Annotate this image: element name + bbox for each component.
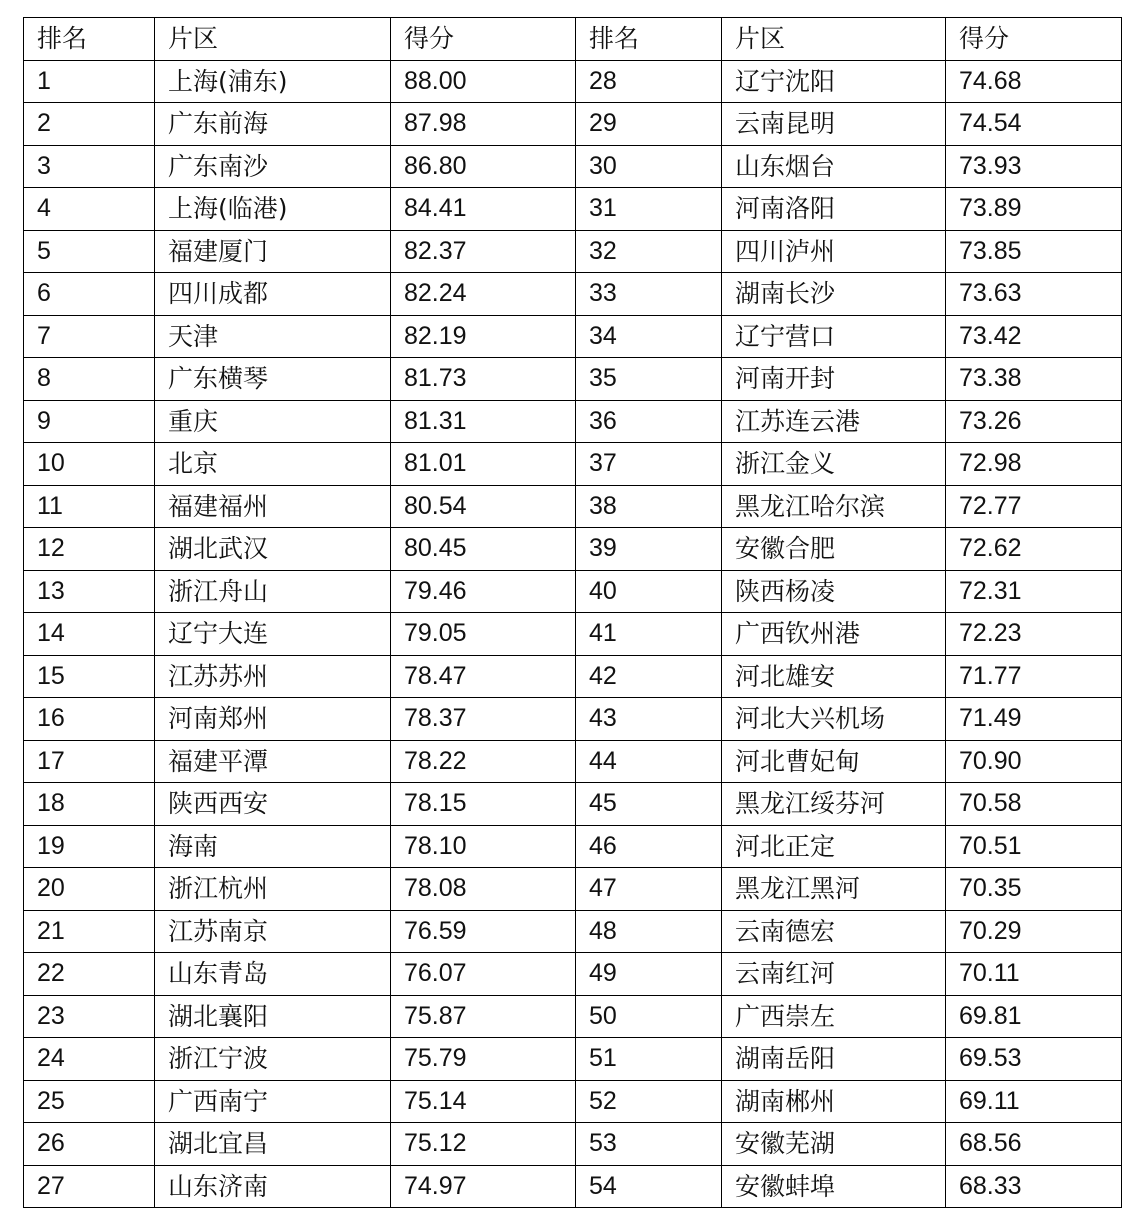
region-cell: 湖南郴州 (722, 1080, 946, 1123)
table-row (24, 273, 1122, 316)
table-row (24, 1080, 1122, 1123)
table-row (24, 783, 1122, 826)
rank-cell: 16 (24, 698, 155, 741)
score-cell: 73.42 (946, 315, 1122, 358)
score-cell: 86.80 (391, 145, 576, 188)
header-score-right: 得分 (946, 18, 1122, 61)
rank-cell: 7 (24, 315, 155, 358)
score-cell: 73.26 (946, 400, 1122, 443)
score-cell: 80.45 (391, 528, 576, 571)
header-rank-left: 排名 (24, 18, 155, 61)
region-cell: 广西南宁 (155, 1080, 391, 1123)
region-cell: 陕西西安 (155, 783, 391, 826)
score-cell: 75.87 (391, 995, 576, 1038)
region-cell: 重庆 (155, 400, 391, 443)
table-row (24, 485, 1122, 528)
region-cell: 江苏苏州 (155, 655, 391, 698)
rank-cell: 48 (576, 910, 722, 953)
score-cell: 72.98 (946, 443, 1122, 486)
region-cell: 海南 (155, 825, 391, 868)
score-cell: 72.23 (946, 613, 1122, 656)
score-cell: 78.08 (391, 868, 576, 911)
rank-cell: 8 (24, 358, 155, 401)
region-cell: 天津 (155, 315, 391, 358)
score-cell: 74.97 (391, 1165, 576, 1208)
score-cell: 84.41 (391, 188, 576, 231)
score-cell: 82.37 (391, 230, 576, 273)
table-row (24, 528, 1122, 571)
score-cell: 73.89 (946, 188, 1122, 231)
rank-cell: 1 (24, 60, 155, 103)
rank-cell: 36 (576, 400, 722, 443)
rank-cell: 4 (24, 188, 155, 231)
score-cell: 79.05 (391, 613, 576, 656)
rank-cell: 33 (576, 273, 722, 316)
table-row (24, 613, 1122, 656)
table-row (24, 145, 1122, 188)
score-cell: 81.31 (391, 400, 576, 443)
rank-cell: 40 (576, 570, 722, 613)
rank-cell: 6 (24, 273, 155, 316)
rank-cell: 30 (576, 145, 722, 188)
score-cell: 87.98 (391, 103, 576, 146)
region-cell: 福建平潭 (155, 740, 391, 783)
score-cell: 73.85 (946, 230, 1122, 273)
rank-cell: 47 (576, 868, 722, 911)
rank-cell: 44 (576, 740, 722, 783)
rank-cell: 13 (24, 570, 155, 613)
table-row (24, 443, 1122, 486)
score-cell: 70.11 (946, 953, 1122, 996)
header-region-right: 片区 (722, 18, 946, 61)
score-cell: 80.54 (391, 485, 576, 528)
score-cell: 88.00 (391, 60, 576, 103)
rank-cell: 51 (576, 1038, 722, 1081)
score-cell: 71.77 (946, 655, 1122, 698)
region-cell: 福建厦门 (155, 230, 391, 273)
header-region-left: 片区 (155, 18, 391, 61)
region-cell: 云南红河 (722, 953, 946, 996)
rank-cell: 35 (576, 358, 722, 401)
region-cell: 辽宁营口 (722, 315, 946, 358)
rank-cell: 2 (24, 103, 155, 146)
score-cell: 69.11 (946, 1080, 1122, 1123)
rank-cell: 53 (576, 1123, 722, 1166)
rank-cell: 24 (24, 1038, 155, 1081)
region-cell: 浙江杭州 (155, 868, 391, 911)
region-cell: 安徽蚌埠 (722, 1165, 946, 1208)
score-cell: 75.79 (391, 1038, 576, 1081)
region-cell: 广东前海 (155, 103, 391, 146)
table-row (24, 60, 1122, 103)
rank-cell: 3 (24, 145, 155, 188)
score-cell: 78.22 (391, 740, 576, 783)
table-row (24, 400, 1122, 443)
table-row (24, 230, 1122, 273)
rank-cell: 19 (24, 825, 155, 868)
region-cell: 河北雄安 (722, 655, 946, 698)
region-cell: 上海(浦东) (155, 60, 391, 103)
region-cell: 陕西杨凌 (722, 570, 946, 613)
table-row (24, 868, 1122, 911)
rank-cell: 37 (576, 443, 722, 486)
region-cell: 山东青岛 (155, 953, 391, 996)
score-cell: 69.53 (946, 1038, 1122, 1081)
score-cell: 81.73 (391, 358, 576, 401)
table-row (24, 953, 1122, 996)
score-cell: 72.62 (946, 528, 1122, 571)
region-cell: 河北正定 (722, 825, 946, 868)
table-row (24, 910, 1122, 953)
score-cell: 79.46 (391, 570, 576, 613)
header-score-left: 得分 (391, 18, 576, 61)
table-row (24, 740, 1122, 783)
rank-cell: 27 (24, 1165, 155, 1208)
region-cell: 浙江金义 (722, 443, 946, 486)
region-cell: 黑龙江哈尔滨 (722, 485, 946, 528)
region-cell: 湖北宜昌 (155, 1123, 391, 1166)
region-cell: 湖北襄阳 (155, 995, 391, 1038)
region-cell: 安徽合肥 (722, 528, 946, 571)
region-cell: 江苏南京 (155, 910, 391, 953)
rank-cell: 28 (576, 60, 722, 103)
rank-cell: 29 (576, 103, 722, 146)
rank-cell: 20 (24, 868, 155, 911)
rank-cell: 50 (576, 995, 722, 1038)
region-cell: 湖南岳阳 (722, 1038, 946, 1081)
rank-cell: 11 (24, 485, 155, 528)
rank-cell: 25 (24, 1080, 155, 1123)
rank-cell: 17 (24, 740, 155, 783)
score-cell: 68.56 (946, 1123, 1122, 1166)
region-cell: 湖南长沙 (722, 273, 946, 316)
rank-cell: 18 (24, 783, 155, 826)
score-cell: 73.38 (946, 358, 1122, 401)
score-cell: 78.47 (391, 655, 576, 698)
region-cell: 安徽芜湖 (722, 1123, 946, 1166)
region-cell: 黑龙江黑河 (722, 868, 946, 911)
region-cell: 山东烟台 (722, 145, 946, 188)
region-cell: 上海(临港) (155, 188, 391, 231)
rank-cell: 38 (576, 485, 722, 528)
rank-cell: 14 (24, 613, 155, 656)
score-cell: 68.33 (946, 1165, 1122, 1208)
score-cell: 81.01 (391, 443, 576, 486)
score-cell: 78.10 (391, 825, 576, 868)
score-cell: 74.54 (946, 103, 1122, 146)
region-cell: 湖北武汉 (155, 528, 391, 571)
rank-cell: 43 (576, 698, 722, 741)
score-cell: 70.51 (946, 825, 1122, 868)
rank-cell: 45 (576, 783, 722, 826)
score-cell: 78.15 (391, 783, 576, 826)
rank-cell: 34 (576, 315, 722, 358)
rank-cell: 42 (576, 655, 722, 698)
rank-cell: 52 (576, 1080, 722, 1123)
score-cell: 75.12 (391, 1123, 576, 1166)
header-row (24, 18, 1122, 61)
region-cell: 云南昆明 (722, 103, 946, 146)
rank-cell: 49 (576, 953, 722, 996)
table-row (24, 995, 1122, 1038)
score-cell: 74.68 (946, 60, 1122, 103)
rank-cell: 10 (24, 443, 155, 486)
region-cell: 北京 (155, 443, 391, 486)
rank-cell: 5 (24, 230, 155, 273)
region-cell: 广西崇左 (722, 995, 946, 1038)
region-cell: 福建福州 (155, 485, 391, 528)
region-cell: 广西钦州港 (722, 613, 946, 656)
score-cell: 69.81 (946, 995, 1122, 1038)
score-cell: 72.77 (946, 485, 1122, 528)
region-cell: 云南德宏 (722, 910, 946, 953)
region-cell: 广东南沙 (155, 145, 391, 188)
table-row (24, 825, 1122, 868)
score-cell: 72.31 (946, 570, 1122, 613)
ranking-table (23, 17, 1122, 1208)
region-cell: 浙江舟山 (155, 570, 391, 613)
table-row (24, 315, 1122, 358)
score-cell: 76.07 (391, 953, 576, 996)
table-row (24, 655, 1122, 698)
region-cell: 河北曹妃甸 (722, 740, 946, 783)
table-row (24, 188, 1122, 231)
score-cell: 70.35 (946, 868, 1122, 911)
region-cell: 河南郑州 (155, 698, 391, 741)
table-row (24, 570, 1122, 613)
region-cell: 广东横琴 (155, 358, 391, 401)
table-row (24, 1165, 1122, 1208)
header-rank-right: 排名 (576, 18, 722, 61)
region-cell: 四川成都 (155, 273, 391, 316)
table-row (24, 358, 1122, 401)
rank-cell: 32 (576, 230, 722, 273)
region-cell: 河南洛阳 (722, 188, 946, 231)
rank-cell: 39 (576, 528, 722, 571)
region-cell: 河北大兴机场 (722, 698, 946, 741)
table-row (24, 698, 1122, 741)
rank-cell: 12 (24, 528, 155, 571)
rank-cell: 23 (24, 995, 155, 1038)
rank-cell: 31 (576, 188, 722, 231)
rank-cell: 26 (24, 1123, 155, 1166)
score-cell: 73.63 (946, 273, 1122, 316)
table-row (24, 103, 1122, 146)
rank-cell: 15 (24, 655, 155, 698)
score-cell: 70.58 (946, 783, 1122, 826)
score-cell: 71.49 (946, 698, 1122, 741)
score-cell: 82.24 (391, 273, 576, 316)
score-cell: 78.37 (391, 698, 576, 741)
score-cell: 76.59 (391, 910, 576, 953)
region-cell: 浙江宁波 (155, 1038, 391, 1081)
score-cell: 73.93 (946, 145, 1122, 188)
region-cell: 四川泸州 (722, 230, 946, 273)
region-cell: 辽宁沈阳 (722, 60, 946, 103)
table-row (24, 1123, 1122, 1166)
region-cell: 黑龙江绥芬河 (722, 783, 946, 826)
table-body (24, 60, 1122, 1208)
table-row (24, 1038, 1122, 1081)
rank-cell: 41 (576, 613, 722, 656)
score-cell: 75.14 (391, 1080, 576, 1123)
table-header (24, 18, 1122, 61)
score-cell: 70.90 (946, 740, 1122, 783)
score-cell: 70.29 (946, 910, 1122, 953)
region-cell: 江苏连云港 (722, 400, 946, 443)
rank-cell: 54 (576, 1165, 722, 1208)
rank-cell: 22 (24, 953, 155, 996)
region-cell: 山东济南 (155, 1165, 391, 1208)
region-cell: 辽宁大连 (155, 613, 391, 656)
rank-cell: 46 (576, 825, 722, 868)
region-cell: 河南开封 (722, 358, 946, 401)
rank-cell: 21 (24, 910, 155, 953)
rank-cell: 9 (24, 400, 155, 443)
score-cell: 82.19 (391, 315, 576, 358)
